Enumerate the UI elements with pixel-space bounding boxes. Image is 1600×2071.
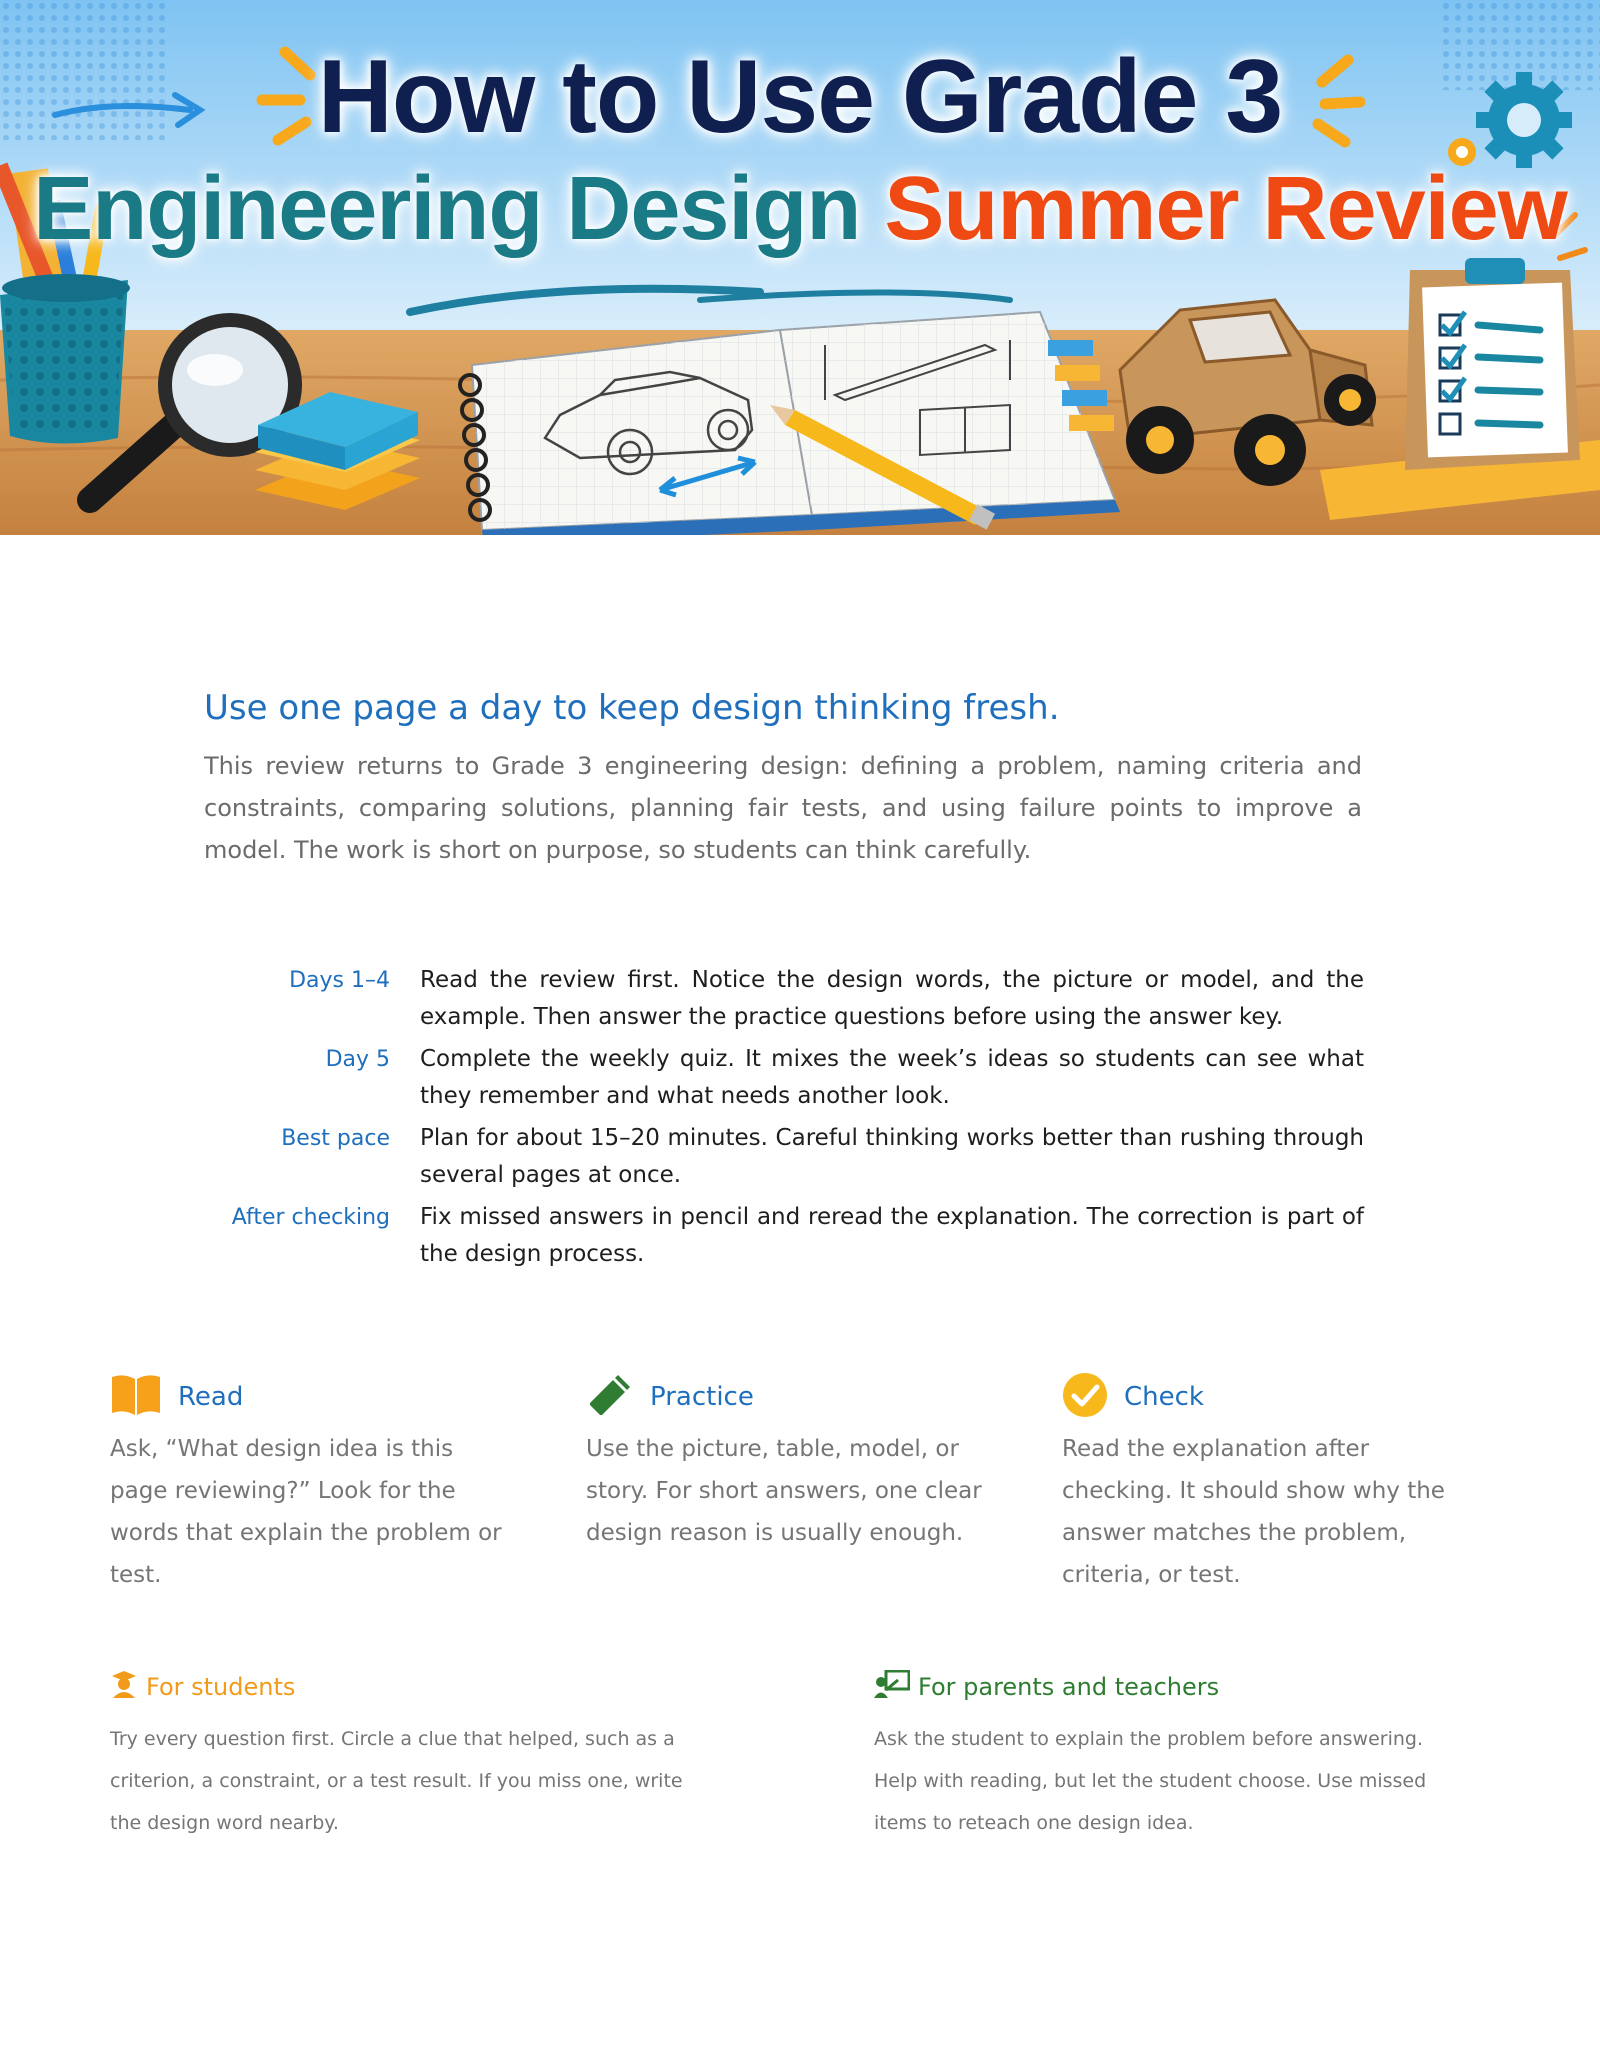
schedule-label: Days 1–4	[289, 968, 390, 993]
schedule-label: Best pace	[281, 1126, 390, 1151]
students-section	[110, 1670, 700, 1844]
schedule-label: After checking	[231, 1205, 390, 1230]
check-heading: Check	[1124, 1382, 1204, 1412]
banner-title-line1: How to Use Grade 3	[317, 39, 1283, 155]
intro-paragraph: This review returns to Grade 3 engineering design: defining a problem, naming criteria and constraints, comparing solutions, planning fair tests, and using failure points to improve a model. The work is short on purpose, so students can think carefully.	[204, 752, 1362, 864]
check-text: Read the explanation after checking. It should show why the answer matches the problem, criteria, or test.	[1062, 1436, 1445, 1588]
pencil-icon	[586, 1371, 634, 1423]
practice-text: Use the picture, table, model, or story. For short answers, one clear design reason is usually enough.	[586, 1436, 982, 1546]
parents-teachers-section	[874, 1670, 1464, 1844]
parents-teachers-heading: For parents and teachers	[918, 1673, 1220, 1701]
schedule-text: Read the review first. Notice the design words, the picture or model, and the example. Then answer the practice questions before using the answer key.	[420, 967, 1364, 1030]
read-column	[110, 1372, 510, 1596]
schedule-row	[170, 962, 1370, 1036]
practice-column	[586, 1372, 986, 1554]
students-heading: For students	[146, 1673, 296, 1701]
schedule-row	[170, 1041, 1370, 1115]
intro-heading: Use one page a day to keep design thinking fresh.	[204, 688, 1060, 728]
check-column	[1062, 1372, 1462, 1596]
checkmark-icon	[1062, 1372, 1108, 1422]
parents-teachers-text: Ask the student to explain the problem before answering. Help with reading, but let the student choose. Use missed items to reteach one design idea.	[874, 1728, 1427, 1834]
banner-title-review: Summer Review	[884, 159, 1567, 259]
schedule-label: Day 5	[325, 1047, 390, 1072]
read-heading: Read	[178, 1382, 244, 1412]
students-text: Try every question first. Circle a clue that helped, such as a criterion, a constraint, or a test result. If you miss one, write the design word nearby.	[110, 1728, 683, 1834]
schedule-text: Complete the weekly quiz. It mixes the week’s ideas so students can see what they remember and what needs another look.	[420, 1046, 1364, 1109]
teacher-icon	[874, 1670, 910, 1704]
banner-title-line2	[0, 158, 1600, 261]
schedule-row	[170, 1199, 1370, 1273]
schedule-row	[170, 1120, 1370, 1194]
read-text: Ask, “What design idea is this page reviewing?” Look for the words that explain the problem or test.	[110, 1436, 502, 1588]
student-icon	[110, 1670, 138, 1704]
practice-heading: Practice	[650, 1382, 754, 1412]
book-icon	[110, 1373, 162, 1421]
schedule-text: Fix missed answers in pencil and reread the explanation. The correction is part of the design process.	[420, 1204, 1364, 1267]
schedule-text: Plan for about 15–20 minutes. Careful thinking works better than rushing through several pages at once.	[420, 1125, 1364, 1188]
schedule-list	[170, 962, 1370, 1278]
banner-title-subject: Engineering Design	[33, 159, 861, 259]
header-banner	[0, 0, 1600, 535]
